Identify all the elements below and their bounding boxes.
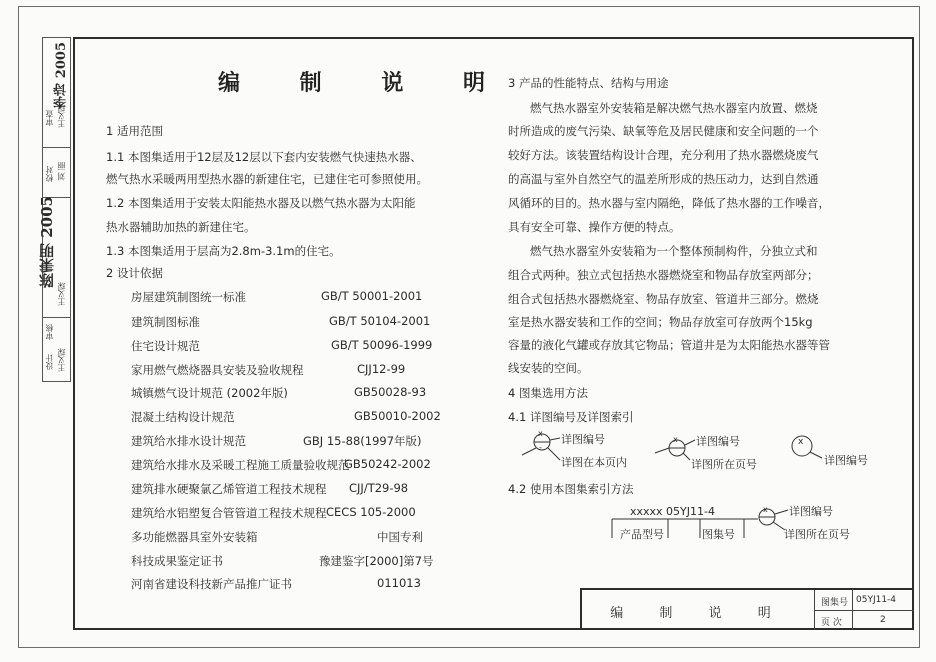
index-code: xxxxx 05YJ11-4	[630, 505, 715, 518]
title-block-title: 编 制 说 明	[610, 606, 787, 621]
standard-name: 建筑给水排水及采暖工程施工质量验收规范	[131, 458, 350, 472]
paragraph-line: 的高温与室外自然空气的温差所形成的热压动力，达到自然通	[508, 172, 819, 186]
title-block-divider	[852, 590, 853, 630]
symbol-2-mark: x	[673, 435, 678, 444]
paragraph-line: 燃气热水器室外安装箱是解决燃气热水器室内放置、燃烧	[530, 101, 818, 115]
paragraph-line: 容量的液化气罐或存放其它物品；管道井是为太阳能热水器等管	[508, 338, 830, 352]
standard-name: 建筑排水硬聚氯乙烯管道工程技术规程	[131, 482, 327, 496]
atlas-number-label: 图集号	[702, 528, 735, 541]
standard-code: 豫建鉴字[2000]第7号	[319, 554, 434, 568]
detail-on-page-label-2: 详图所在页号	[784, 528, 850, 541]
section-2-heading: 2 设计依据	[106, 266, 163, 280]
standard-code: GB50242-2002	[344, 457, 431, 471]
standard-name: 家用燃气燃烧器具安装及验收规程	[131, 363, 304, 377]
standard-name: 科技成果鉴定证书	[131, 554, 223, 568]
paragraph-line: 燃气热水器室外安装箱为一个整体预制构件，分独立式和	[530, 244, 818, 258]
section-3-heading: 3 产品的性能特点、结构与用途	[508, 76, 669, 90]
section-4-1-heading: 4.1 详图编号及详图索引	[508, 410, 634, 424]
standard-code: CJJ/T29-98	[349, 481, 409, 495]
standard-code: CJJ12-99	[357, 362, 406, 376]
symbol-1-mark: x	[538, 429, 543, 438]
standard-name: 混凝土结构设计规范	[131, 410, 235, 424]
signature-top: 李诗 2005	[54, 42, 69, 109]
section-4-2-heading: 4.2 使用本图集索引方法	[508, 482, 634, 496]
symbol-1-dash: -	[539, 443, 542, 452]
paragraph-line: 具有安全可靠、操作方便的特点。	[508, 220, 681, 234]
standard-name: 住宅设计规范	[131, 339, 200, 353]
paragraph-line: 线安装的空间。	[508, 361, 589, 375]
title-block-main	[582, 590, 815, 630]
standard-code: GBJ 15-88(1997年版)	[303, 434, 422, 448]
atlas-value: 05YJ11-4	[856, 595, 897, 605]
standard-code: 中国专利	[377, 530, 423, 544]
detail-number-label-2: 详图编号	[696, 435, 740, 448]
signature-mid: 陈秉明 2005	[38, 196, 56, 288]
standard-code: GB/T 50104-2001	[329, 314, 431, 328]
side-name-2: 王义琛	[57, 282, 66, 306]
section-4-heading: 4 图集选用方法	[508, 386, 588, 400]
paragraph-line: 组合式两种。独立式包括热水器燃烧室和物品存放室两部分；	[508, 268, 819, 282]
paragraph-line: 1.1 本图集适用于12层及12层以下套内安装燃气快速热水器、	[106, 150, 422, 164]
checker-label: 审查	[45, 110, 54, 126]
section-1-heading: 1 适用范围	[106, 124, 163, 138]
title-block	[580, 588, 914, 630]
paragraph-line: 燃气热水采暖两用型热水器的新建住宅，已建住宅可参照使用。	[106, 172, 428, 186]
standard-name: 河南省建设科技新产品推广证书	[131, 577, 292, 591]
symbol-3-mark: x	[798, 437, 804, 447]
page-title: 编 制 说 明	[218, 71, 511, 96]
detail-number-label: 详图编号	[561, 433, 605, 446]
standard-code: 011013	[377, 576, 421, 590]
checker-name: 王义琛	[57, 104, 66, 128]
standard-name: 城镇燃气设计规范 (2002年版)	[131, 386, 288, 400]
standard-name: 建筑制图标准	[131, 315, 200, 329]
standard-code: GB50028-93	[354, 385, 427, 399]
proofreader-label: 校对	[45, 166, 54, 182]
atlas-label: 图集号	[821, 598, 849, 608]
paragraph-line: 风循环的目的。热水器与室内隔绝，降低了热水器的工作噪音，	[508, 196, 830, 210]
designer-label: 设计	[45, 354, 54, 370]
standard-name: 建筑给水铝塑复合管管道工程技术规程	[131, 506, 327, 520]
page-value: 2	[880, 615, 886, 625]
detail-on-page-label: 详图所在页号	[691, 458, 757, 471]
paragraph-line: 时所造成的废气污染、缺氧等危及居民健康和安全问题的一个	[508, 124, 819, 138]
paragraph-line: 较好方法。该装置结构设计合理，充分利用了热水器燃烧废气	[508, 148, 819, 162]
standard-code: GB/T 50096-1999	[331, 338, 433, 352]
paragraph-line: 室是热水器安装和工作的空间；物品存放室可存放两个15kg	[508, 315, 813, 329]
symbol-4-mark: x	[763, 505, 768, 514]
standard-code: GB/T 50001-2001	[321, 289, 423, 303]
standard-code: CECS 105-2000	[326, 505, 416, 519]
side-cell-2	[43, 148, 70, 198]
page-label: 页 次	[821, 618, 842, 628]
standard-code: GB50010-2002	[354, 409, 441, 423]
paragraph-line: 1.3 本图集适用于层高为2.8m-3.1m的住宅。	[106, 244, 341, 258]
detail-number-label-3: 详图编号	[824, 454, 868, 467]
product-model-label: 产品型号	[620, 528, 664, 541]
paragraph-line: 热水器辅助加热的新建住宅。	[106, 220, 256, 234]
reviewer-label: 审核	[45, 324, 54, 340]
title-block-divider	[815, 610, 914, 611]
side-cell-4	[43, 318, 70, 381]
designer-name: 王义琛	[57, 348, 66, 372]
standard-name: 房屋建筑制图统一标准	[131, 290, 246, 304]
standard-name: 建筑给水排水设计规范	[131, 434, 246, 448]
proofreader-name: 刘 丽	[57, 162, 66, 181]
detail-on-this-page-label: 详图在本页内	[561, 456, 627, 469]
paragraph-line: 组合式包括热水器燃烧室、物品存放室、管道井三部分。燃烧	[508, 292, 819, 306]
detail-number-label-4: 详图编号	[789, 505, 833, 518]
standard-name: 多功能燃器具室外安装箱	[131, 530, 258, 544]
paragraph-line: 1.2 本图集适用于安装太阳能热水器及以燃气热水器为太阳能	[106, 196, 416, 210]
